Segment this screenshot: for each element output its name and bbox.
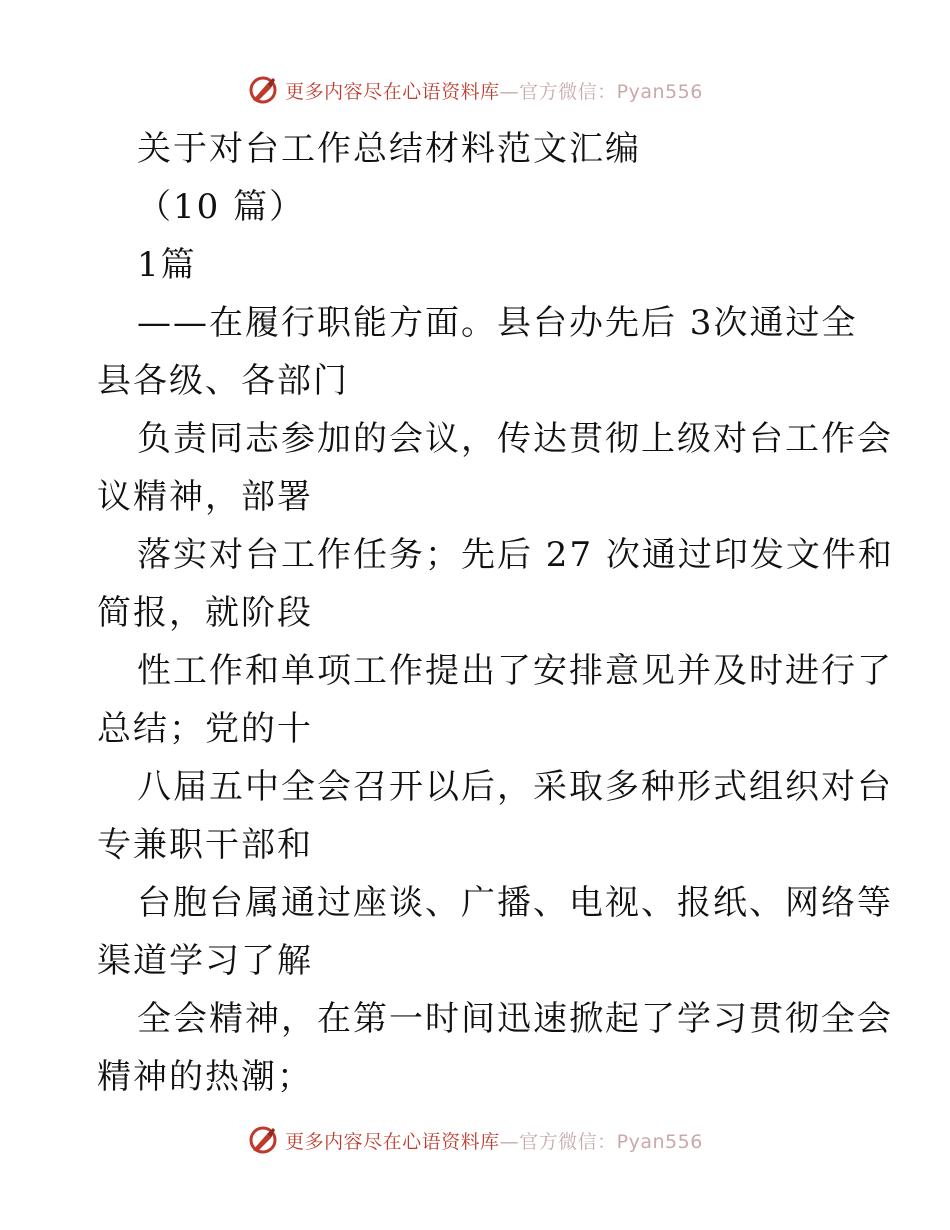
paragraph-line: 全会精神，在第一时间迅速掀起了学习贯彻全会 [137,999,893,1039]
watermark-text [285,1127,703,1154]
document-subtitle: （10 篇） [137,187,306,227]
watermark-banner-top [0,70,950,110]
paragraph-line: 议精神，部署 [97,477,313,517]
paragraph-line: 精神的热潮； [97,1057,313,1097]
paragraph-line: 专兼职干部和 [97,825,313,865]
paragraph-line: 八届五中全会召开以后，采取多种形式组织对台 [137,767,893,807]
paragraph-line: 县各级、各部门 [97,361,349,401]
watermark-contact-text: 官方微信：Pyan556 [519,80,703,103]
pen-logo-icon [247,1124,279,1156]
watermark-text [285,77,703,104]
watermark-site-text: 更多内容尽在心语资料库 [285,1130,500,1153]
document-title: 关于对台工作总结材料范文汇编 [137,129,641,169]
paragraph-line: 性工作和单项工作提出了安排意见并及时进行了 [137,651,893,691]
paragraph-line: 简报，就阶段 [97,593,313,633]
watermark-contact-text: 官方微信：Pyan556 [519,1130,703,1153]
watermark-separator: — [499,80,520,103]
watermark-separator: — [499,1130,520,1153]
pen-logo-icon [247,74,279,106]
watermark-site-text: 更多内容尽在心语资料库 [285,80,500,103]
document-body [97,120,894,1106]
paragraph-line: 总结；党的十 [97,709,313,749]
watermark-banner-bottom [0,1120,950,1160]
paragraph-line: 落实对台工作任务；先后 27 次通过印发文件和 [137,535,894,575]
section-heading: 1篇 [137,245,197,285]
paragraph-line: 台胞台属通过座谈、广播、电视、报纸、网络等 [137,883,893,923]
paragraph-line: 渠道学习了解 [97,941,313,981]
paragraph-line: 负责同志参加的会议，传达贯彻上级对台工作会 [137,419,893,459]
paragraph-line: ——在履行职能方面。县台办先后 3次通过全 [137,303,858,343]
